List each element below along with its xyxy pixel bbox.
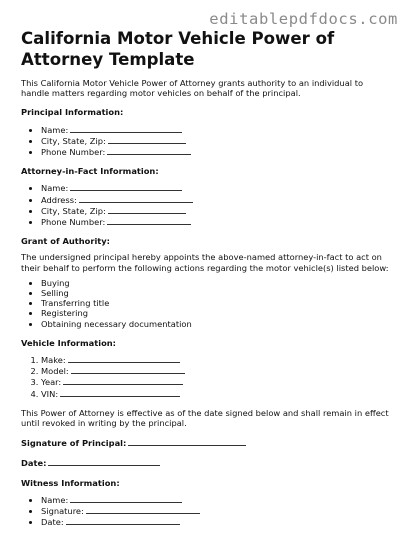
field-label: VIN: xyxy=(41,388,59,399)
principal-city-line[interactable] xyxy=(108,135,186,144)
principal-fields xyxy=(21,124,391,158)
grant-heading: Grant of Authority: xyxy=(21,236,110,247)
date-line[interactable] xyxy=(48,457,160,466)
document-body xyxy=(21,78,391,537)
signature-label: Signature of Principal: xyxy=(21,438,127,449)
grant-action-item: • Transferring title xyxy=(41,298,391,308)
effective-paragraph: This Power of Attorney is effective as of the date signed below and shall remain in effect until revoked in writing by the principal. xyxy=(21,407,389,429)
field-label: Address: xyxy=(41,194,77,205)
witness-fields xyxy=(21,494,391,528)
witness-signature-field xyxy=(41,505,391,516)
principal-phone-field xyxy=(41,146,391,157)
field-label: Make: xyxy=(41,355,66,366)
date-label: Date: xyxy=(21,458,47,469)
vehicle-year-field xyxy=(41,376,391,387)
attorney-name-line[interactable] xyxy=(70,182,182,191)
vehicle-make-line[interactable] xyxy=(68,354,180,363)
witness-signature-line[interactable] xyxy=(86,505,200,514)
intro-paragraph: This California Motor Vehicle Power of Attorney grants authority to an individual to handle matters regarding motor vehicles on behalf of the principal. xyxy=(21,78,364,99)
grant-paragraph: The undersigned principal hereby appoints the above-named attorney-in-fact to act on their behalf to perform the following actions regarding the motor vehicle(s) listed below: xyxy=(21,252,389,273)
principal-name-field xyxy=(41,124,391,135)
field-label: Phone Number: xyxy=(41,147,106,158)
vehicle-make-field xyxy=(41,354,391,365)
attorney-heading: Attorney-in-Fact Information: xyxy=(21,166,159,177)
grant-action-item: • Buying xyxy=(41,278,391,288)
field-label: Date: xyxy=(41,517,64,528)
field-label: Phone Number: xyxy=(41,217,106,228)
vehicle-year-line[interactable] xyxy=(63,376,183,385)
vehicle-model-field xyxy=(41,365,391,376)
field-label: Signature: xyxy=(41,506,84,517)
field-label: City, State, Zip: xyxy=(41,205,106,216)
principal-city-field xyxy=(41,135,391,146)
witness-name-field xyxy=(41,494,391,505)
vehicle-heading: Vehicle Information: xyxy=(21,337,116,348)
principal-phone-line[interactable] xyxy=(107,146,191,155)
principal-heading: Principal Information: xyxy=(21,107,124,118)
field-label: Name: xyxy=(41,183,69,194)
vehicle-model-line[interactable] xyxy=(71,365,185,374)
field-label: Name: xyxy=(41,124,69,135)
document-title: California Motor Vehicle Power of Attorney Template xyxy=(21,29,335,69)
vehicle-vin-field xyxy=(41,388,391,399)
attorney-phone-field xyxy=(41,216,391,227)
principal-name-line[interactable] xyxy=(70,124,182,133)
field-label: Year: xyxy=(41,377,62,388)
witness-date-line[interactable] xyxy=(66,516,180,525)
attorney-address-field xyxy=(41,194,391,205)
attorney-address-line[interactable] xyxy=(79,194,193,203)
field-label: Model: xyxy=(41,366,69,377)
watermark: editablepdfdocs.com xyxy=(209,10,398,28)
attorney-city-field xyxy=(41,205,391,216)
vehicle-vin-line[interactable] xyxy=(60,388,180,397)
attorney-phone-line[interactable] xyxy=(107,216,191,225)
grant-action-item: • Registering xyxy=(41,308,391,318)
witness-date-field xyxy=(41,516,391,527)
grant-action-item: • Obtaining necessary documentation xyxy=(41,319,391,329)
field-label: City, State, Zip: xyxy=(41,135,106,146)
date-row xyxy=(21,457,391,468)
principal-signature-line[interactable] xyxy=(128,437,246,446)
witness-heading: Witness Information: xyxy=(21,477,120,488)
witness-name-line[interactable] xyxy=(70,494,182,503)
vehicle-fields xyxy=(21,354,391,399)
grant-actions xyxy=(21,278,391,329)
attorney-city-line[interactable] xyxy=(108,205,186,214)
principal-signature-row xyxy=(21,437,391,448)
attorney-name-field xyxy=(41,182,391,193)
attorney-fields xyxy=(21,182,391,227)
field-label: Name: xyxy=(41,494,69,505)
grant-action-item: • Selling xyxy=(41,288,391,298)
